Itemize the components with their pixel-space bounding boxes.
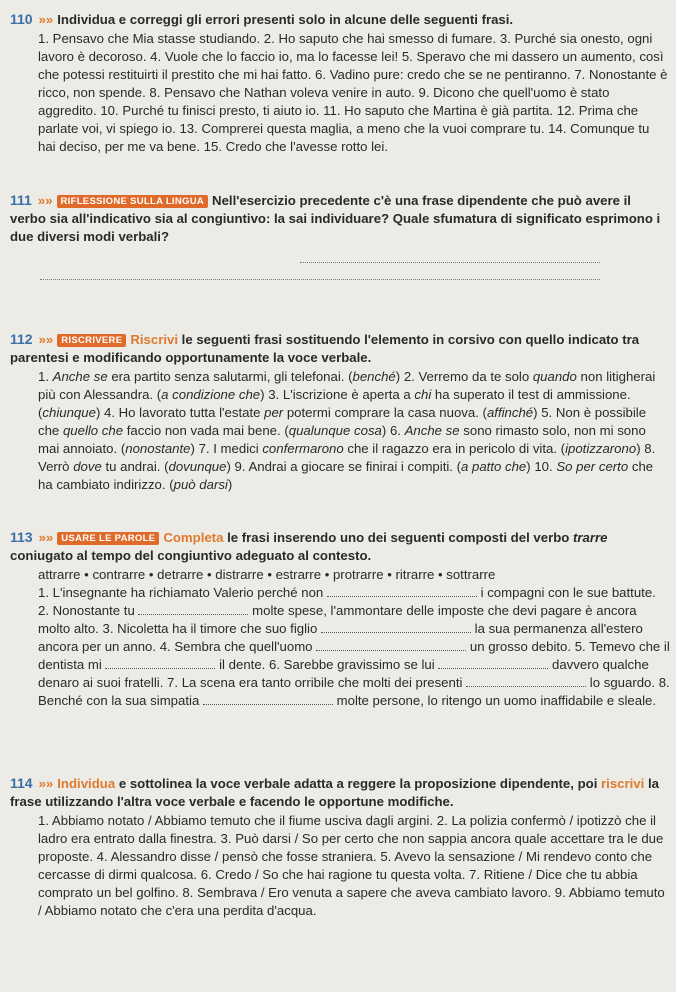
sentence-1: 1. Anche se era partito senza salutarmi, gli telefonai. (benché) <box>38 369 404 384</box>
exercise-text: attrarre • contrarre • detrarre • distrarre • estrarre • protrarre • ritrarre • sottrarre 1. L'insegnante ha richiamato Valerio perché non i compagni con le sue battute. 2. Nonostante tu molte spese, l'ammontare delle imposte che devi pagare è ancora molto alto. 3. Nicoletta ha il timore che suo figlio la sua permanenza all'estero ancora per un anno. 4. Sembra che quell'uomo un grosso debito. 5. Temevo che il dentista mi il dente. 6. Sarebbe gravissimo se lui davvero qualche denaro ai suoi fratelli. 7. La scena era tanto orribile che molti dei presenti lo sguardo. 8. Benché con la sua simpatia molte persone, lo ritengo un uomo inaffidabile e sleale. <box>38 567 670 708</box>
sentence-9: 9. Andrai a giocare se finirai i compiti. (a patto che) <box>234 459 535 474</box>
sentence-4: 4. Ho lavorato tutta l'estate per potermi comprare la casa nuova. (affinché) <box>104 405 542 420</box>
answer-blank[interactable] <box>466 674 586 687</box>
answer-blank[interactable] <box>321 620 471 633</box>
exercise-instruction: e sottolinea la voce verbale adatta a reggere la proposizione dipendente, poi riscrivi la frase utilizzando l'altra voce verbale e facendo le opportune modifiche. <box>10 776 659 809</box>
exercise-number: 111 <box>10 192 32 208</box>
exercise-tag: RIFLESSIONE SULLA LINGUA <box>57 195 209 208</box>
difficulty-arrows-icon: »» <box>38 12 54 27</box>
answer-blank[interactable] <box>105 656 215 669</box>
answer-line[interactable] <box>40 263 600 280</box>
exercise-111 <box>10 191 670 280</box>
answer-blank[interactable] <box>438 656 548 669</box>
exercise-text: 1. Pensavo che Mia stasse studiando. 2. Ho saputo che hai smesso di fumare. 3. Purché sia onesto, ogni lavoro è decoroso. 4. Vuole che lo faccio io, ma lo facesse lei! 5. Speravo che mi dassero un aumento, così che potessi restituirti il prestito che mi hai fatto. 6. Vadino pure: credo che se ne pentiranno. 7. Nonostante è ricco, non spende. 8. Pensavo che Nathan voleva venire in auto. 9. Dicono che quell'uomo è stato aggredito. 10. Purché tu finisci presto, ti aiuto io. 11. Ho saputo che Martina è già partita. 12. Prima che parlate voi, vi spiego io. 13. Comprerei questa maglia, a meno che la vuoi comprare tu. 14. Comunque tu hai deciso, per me va bene. 15. Credo che l'avesse rotto lei. <box>38 31 668 154</box>
exercise-number: 113 <box>10 529 33 545</box>
sentence-5: 5. Non è possibile che quello che faccio non vada mai bene. (qualunque cosa) <box>38 405 647 438</box>
answer-blank[interactable] <box>203 692 333 705</box>
sentence-3: 3. L'iscrizione è aperta a chi ha superato il test di ammissione. (chiunque) <box>38 387 631 420</box>
sentence-6: 6. Anche se sono rimasto solo, non mi sono mai annoiato. (nonostante) <box>38 423 646 456</box>
exercise-instruction: Nell'esercizio precedente c'è una frase dipendente che può avere il verbo sia all'indicativo sia al congiuntivo: la sai individuare? Quale sfumatura di significato esprimono i due diversi modi verbali? <box>10 193 661 244</box>
word-bank: attrarre • contrarre • detrarre • distrarre • estrarre • protrarre • ritrarre • sottrarre <box>38 567 496 582</box>
exercise-110 <box>10 10 670 156</box>
exercise-instruction: le frasi inserendo uno dei seguenti composti del verbo trarre coniugato al tempo del congiuntivo adeguato al contesto. <box>10 530 608 563</box>
answer-line[interactable] <box>300 246 600 263</box>
sentence-2: 2. Verremo da te solo quando non litigherai più con Alessandra. (a condizione che) <box>38 369 656 402</box>
exercise-lead-word: Riscrivi <box>130 332 178 347</box>
sentence-10: 10. So per certo che ha cambiato indirizzo. (può darsi) <box>38 459 654 492</box>
exercise-tag: USARE LE PAROLE <box>57 532 159 545</box>
exercise-112 <box>10 330 670 494</box>
difficulty-arrows-icon: »» <box>38 332 54 347</box>
exercise-instruction: Individua e correggi gli errori presenti solo in alcune delle seguenti frasi. <box>57 12 514 27</box>
difficulty-arrows-icon: »» <box>38 530 54 545</box>
sentence-7: 7. I medici confermarono che il ragazzo era in pericolo di vita. (ipotizzarono) <box>198 441 645 456</box>
exercise-text <box>10 368 670 494</box>
sentence-8: 8. Verrò dove tu andrai. (dovunque) <box>38 441 656 474</box>
exercise-tag: RISCRIVERE <box>57 334 126 347</box>
exercise-instruction: le seguenti frasi sostituendo l'elemento in corsivo con quello indicato tra parentesi e modificando opportunamente la voce verbale. <box>10 332 640 365</box>
answer-blank[interactable] <box>327 584 477 597</box>
exercise-number: 112 <box>10 331 33 347</box>
exercise-lead-word: Individua <box>57 776 116 791</box>
exercise-113 <box>10 528 670 710</box>
exercise-number: 110 <box>10 11 33 27</box>
difficulty-arrows-icon: »» <box>38 776 54 791</box>
difficulty-arrows-icon: »» <box>37 193 53 208</box>
exercise-lead-word: Completa <box>163 530 224 545</box>
answer-blank[interactable] <box>316 638 466 651</box>
answer-blank[interactable] <box>138 602 248 615</box>
exercise-text: 1. Abbiamo notato / Abbiamo temuto che il fiume usciva dagli argini. 2. La polizia confermò / ipotizzò che il ladro era entrato dalla finestra. 3. Può darsi / So per certo che non sappia ancora quale accettare tra le due proposte. 4. Alessandro disse / pensò che fosse straniera. 5. Avevo la sensazione / Mi rendevo conto che cercasse di dirmi qualcosa. 6. Credo / So che hai ragione tu questa volta. 7. Ritiene / Dice che tu abbia comprato un bel golfino. 8. Sembrava / Ero venuta a sapere che aveva cambiato lavoro. 9. Abbiamo temuto / Abbiamo notato che c'era una perdita d'acqua. <box>38 813 665 918</box>
exercise-114 <box>10 774 670 920</box>
exercise-number: 114 <box>10 775 33 791</box>
